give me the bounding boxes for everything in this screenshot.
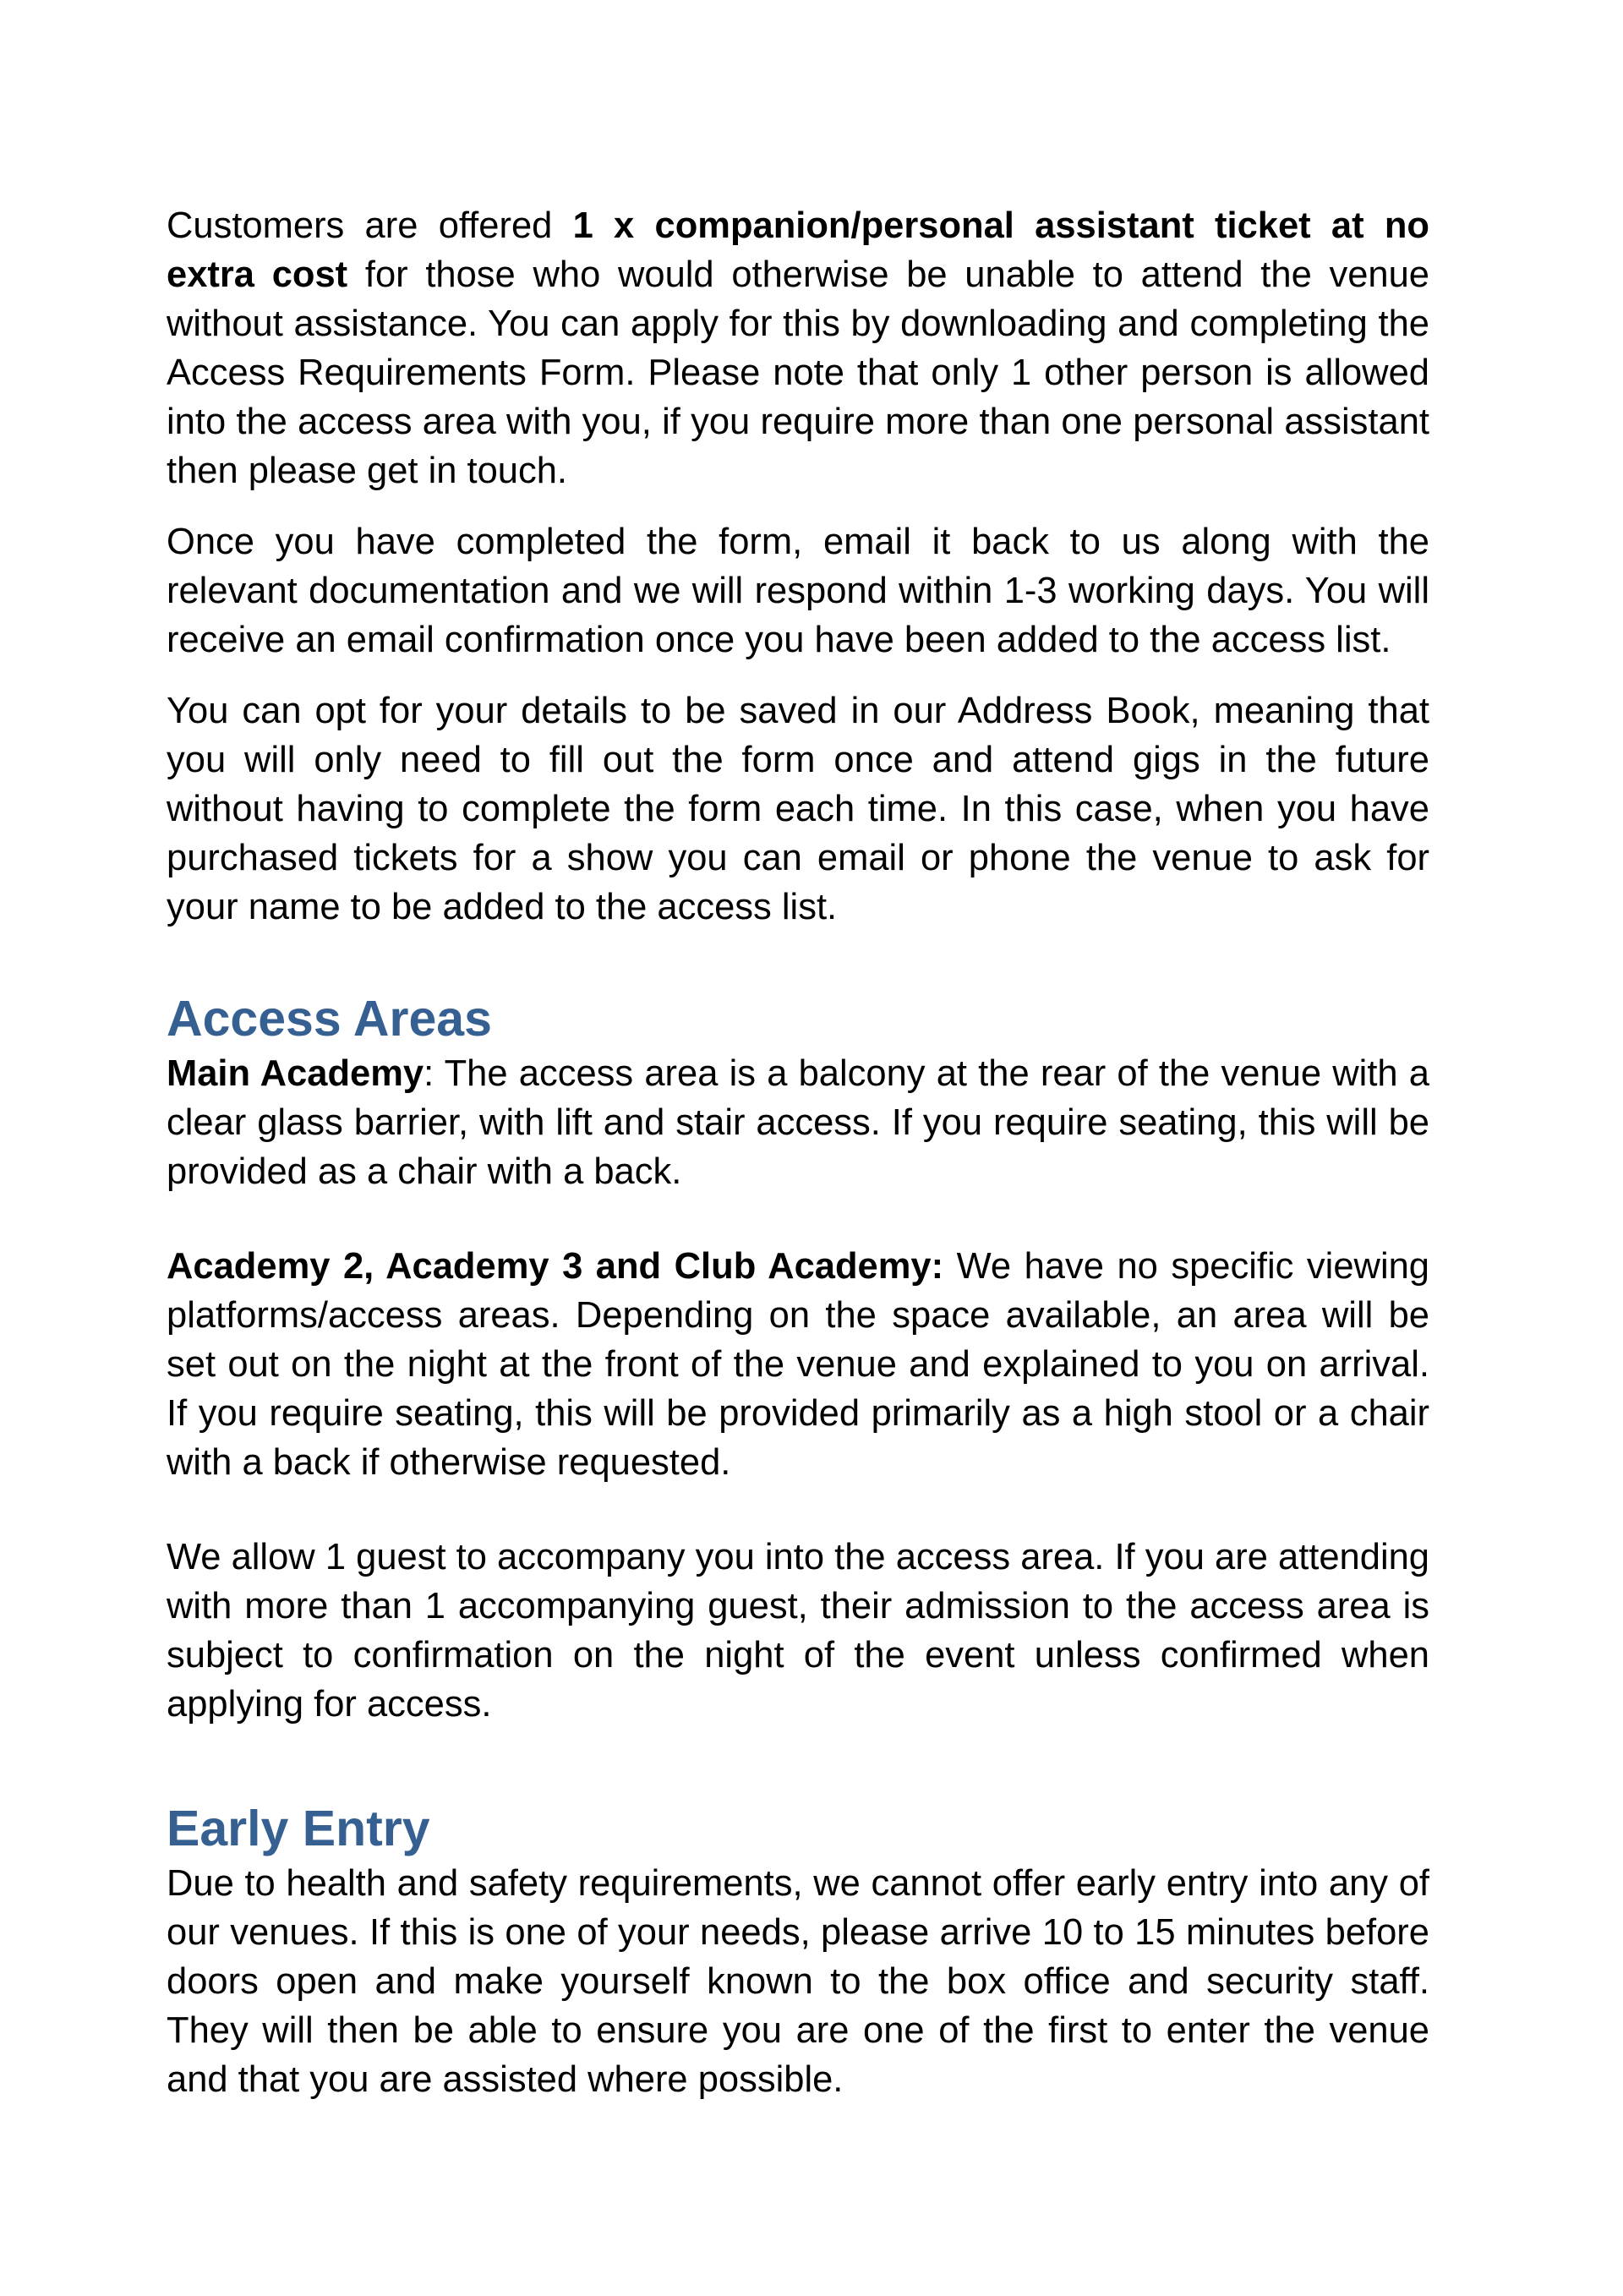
form-submission-paragraph: Once you have completed the form, email it back to us along with the relevant documentation and we will respond within 1-3 working days. You will receive an email confirmation once you have been added to the access list. <box>167 522 1429 660</box>
companion-details-text: for those who would otherwise be unable to attend the venue without assistance. You can apply for this by downloading and completing the Access Requirements Form. Please note that only 1 other person is allowed into the access area with you, if you require more than one personal assistant then please get in touch. <box>167 254 1429 491</box>
address-book-paragraph: You can opt for your details to be saved in our Address Book, meaning that you will only need to fill out the form once and attend gigs in the future without having to complete the form each time. In this case, when you have purchased tickets for a show you can email or phone the venue to ask for your name to be added to the access list. <box>167 691 1429 927</box>
companion-ticket-paragraph <box>167 201 1429 495</box>
early-entry-paragraph: Due to health and safety requirements, we cannot offer early entry into any of our venues. If this is one of your needs, please arrive 10 to 15 minutes before doors open and make yourself known to the box office and security staff. They will then be able to ensure you are one of the first to enter the venue and that you are assisted where possible. <box>167 1863 1429 2100</box>
other-academies-label: Academy 2, Academy 3 and Club Academy: <box>167 1246 944 1287</box>
companion-intro-text: Customers are offered <box>167 205 573 246</box>
other-academies-paragraph <box>167 1242 1429 1487</box>
main-academy-label: Main Academy <box>167 1053 424 1094</box>
companion-ticket-offer: 1 x companion/personal assistant ticket at no extra cost <box>167 205 1429 295</box>
other-academies-text: We have no specific viewing platforms/access areas. Depending on the space available, an area will be set out on the night at the front of the venue and explained to you on arrival. If you require seating, this will be provided primarily as a high stool or a chair with a back if otherwise requested. <box>167 1246 1429 1483</box>
main-academy-paragraph <box>167 1049 1429 1196</box>
early-entry-heading: Early Entry <box>167 1801 430 1856</box>
document-page <box>167 201 1429 2104</box>
main-academy-text: : The access area is a balcony at the rear of the venue with a clear glass barrier, with lift and stair access. If you require seating, this will be provided as a chair with a back. <box>167 1053 1429 1192</box>
guest-policy-paragraph: We allow 1 guest to accompany you into the access area. If you are attending with more than 1 accompanying guest, their admission to the access area is subject to confirmation on the night of the event unless confirmed when applying for access. <box>167 1537 1429 1725</box>
access-areas-heading: Access Areas <box>167 991 492 1047</box>
